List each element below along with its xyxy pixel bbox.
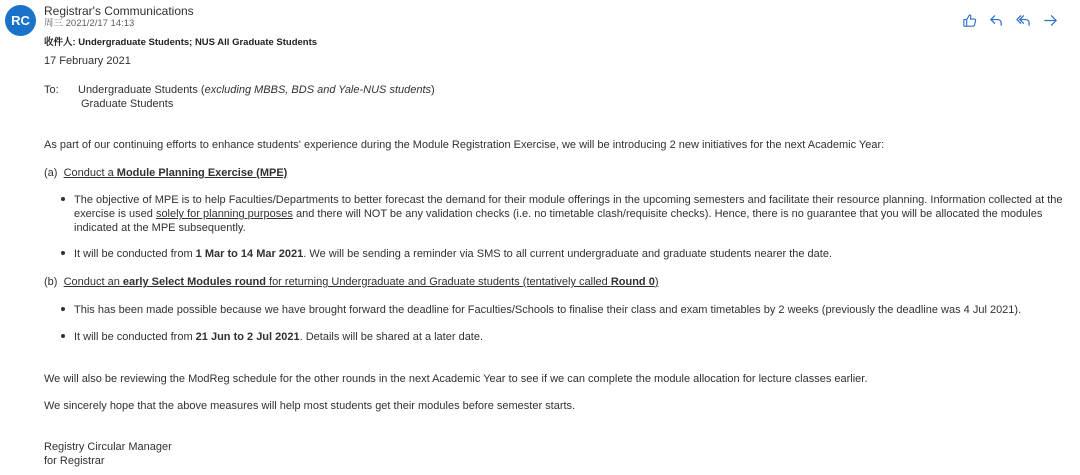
to-line-undergrad: Undergraduate Students (excluding MBBS, BDS and Yale-NUS students) [78,84,435,96]
signature-name: Registry Circular Manager [44,441,172,453]
forward-icon [1043,13,1058,28]
reply-all-button[interactable] [1014,11,1033,30]
section-b-bullet-1: This has been made possible because we have brought forward the deadline for Faculties/Schools to finalise their class and exam timetables by 2 weeks (previously the deadline was 4 Jul 2021). [74,304,1022,316]
bullet-marker [61,193,67,199]
reply-button[interactable] [987,11,1006,30]
like-button[interactable] [960,11,979,30]
review-paragraph: We will also be reviewing the ModReg schedule for the other rounds in the next Academic Year to see if we can complete the module allocation for lecture classes earlier. [44,373,868,385]
reply-icon [989,13,1004,28]
message-header [44,4,317,49]
thumbs-up-icon [962,13,977,28]
section-a-heading: (a) Conduct a Module Planning Exercise (MPE) [44,167,288,179]
to-label: To: [44,84,59,96]
sender-avatar: RC [5,5,36,36]
intro-paragraph: As part of our continuing efforts to enhance students' experience during the Module Registration Exercise, we will be introducing 2 new initiatives for the next Academic Year: [44,139,885,151]
message-actions [960,11,1060,30]
section-b-heading: (b) Conduct an early Select Modules round for returning Undergraduate and Graduate students (tentatively called Round 0) [44,276,659,288]
message-datetime: 周三 2021/2/17 14:13 [44,18,135,29]
bullet-marker [61,303,67,309]
email-date: 17 February 2021 [44,55,131,67]
bullet-marker [61,247,67,253]
recipients-line: 收件人: Undergraduate Students; NUS All Graduate Students [44,37,318,48]
signature-role: for Registrar [44,455,105,467]
reply-all-icon [1016,13,1031,28]
forward-button[interactable] [1041,11,1060,30]
hope-paragraph: We sincerely hope that the above measures will help most students get their modules before semester starts. [44,400,576,412]
to-line-graduate: Graduate Students [81,98,174,110]
bullet-marker [61,330,67,336]
section-a-bullet-1: The objective of MPE is to help Faculties/Departments to better forecast the demand for their module offerings in the upcoming semesters and facilitate their resource planning. Information collected at the exercise is used solely for planning purposes and there will NOT be any validation checks (i.e. no timetable clash/requisite checks). Hence, there is no guarantee that you will be allocated the modules indicated at the MPE subsequently. [74,194,1063,234]
section-a-bullet-2: It will be conducted from 1 Mar to 14 Mar 2021. We will be sending a reminder via SMS to all current undergraduate and graduate students nearer the date. [74,248,833,260]
sender-name[interactable]: Registrar's Communications [44,4,194,18]
section-b-bullet-2: It will be conducted from 21 Jun to 2 Jul 2021. Details will be shared at a later date. [74,331,484,343]
